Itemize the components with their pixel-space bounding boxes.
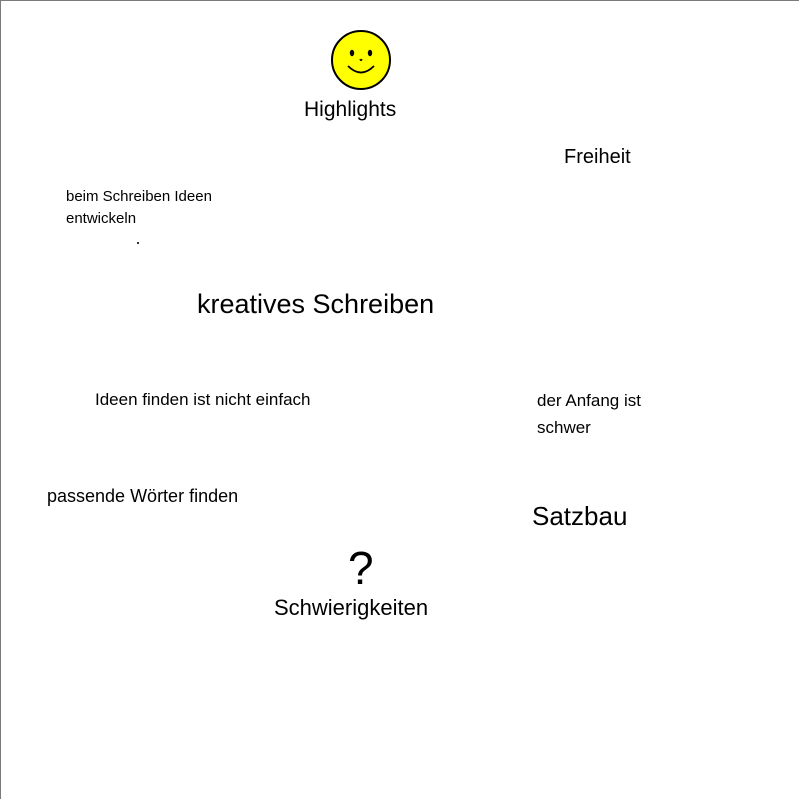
- difficulty-item-ideen-finden: Ideen finden ist nicht einfach: [95, 390, 311, 409]
- question-mark-icon: ?: [348, 542, 374, 594]
- highlights-heading: Highlights: [304, 98, 397, 121]
- smiley-face-icon: [330, 29, 392, 91]
- highlight-item-line-2: entwickeln: [66, 210, 137, 227]
- highlight-item-freiheit: Freiheit: [564, 146, 631, 168]
- difficulties-heading: Schwierigkeiten: [274, 595, 429, 620]
- highlight-item-ideen-entwickeln: [66, 186, 212, 230]
- stray-dot: [137, 242, 139, 244]
- difficulty-item-woerter: passende Wörter finden: [47, 486, 239, 506]
- difficulty-item-satzbau: Satzbau: [532, 501, 628, 531]
- central-topic: kreatives Schreiben: [197, 289, 435, 319]
- difficulty-item-anfang: [537, 387, 641, 441]
- difficulty-item-line-1: der Anfang ist: [537, 391, 641, 410]
- highlight-item-line-1: beim Schreiben Ideen: [66, 188, 212, 205]
- difficulty-item-line-2: schwer: [537, 418, 591, 437]
